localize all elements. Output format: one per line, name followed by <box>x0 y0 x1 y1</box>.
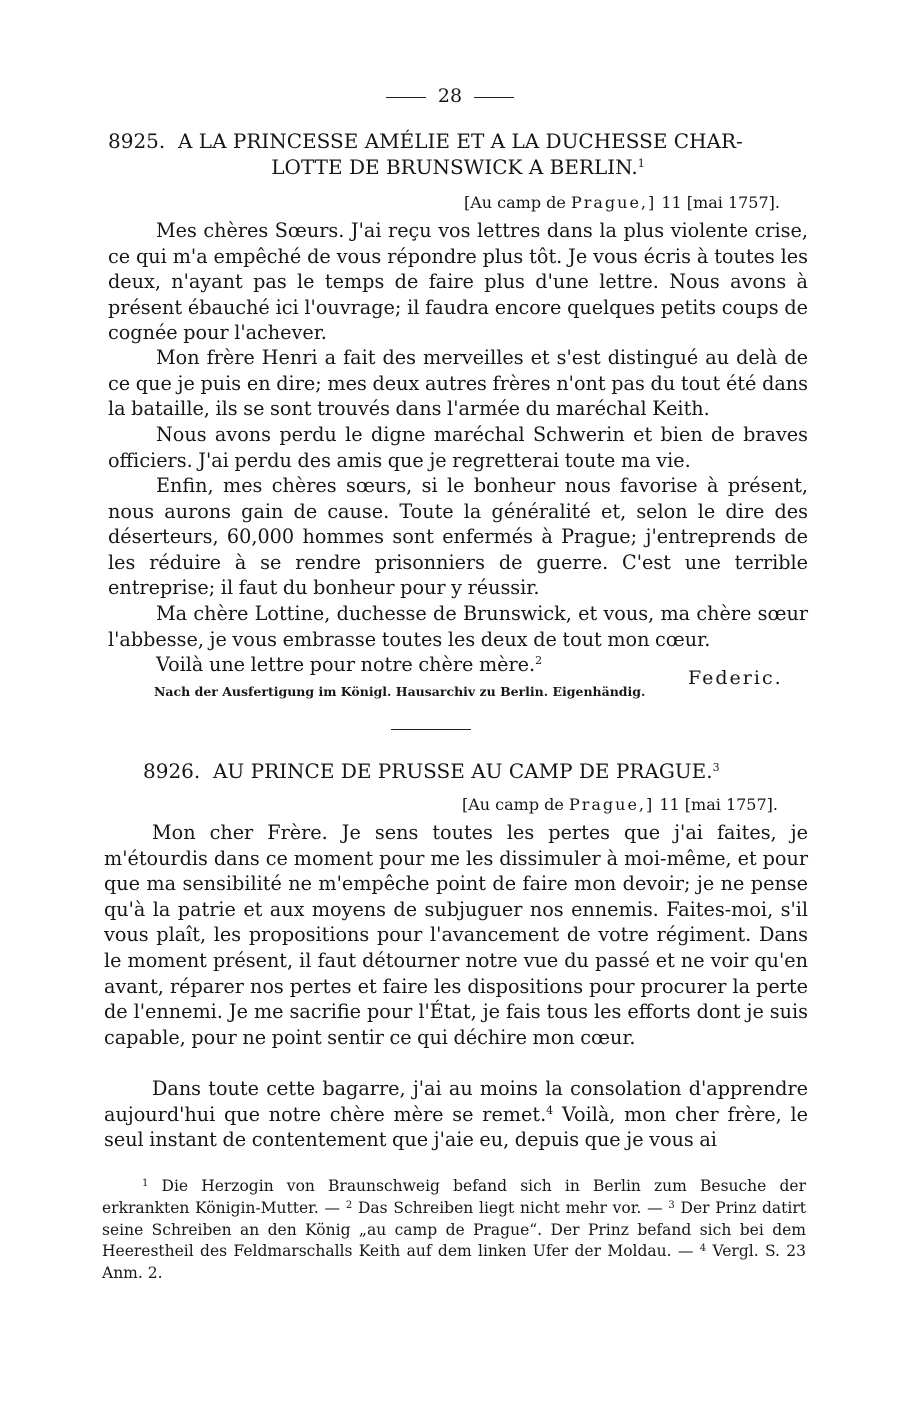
letter2-date-rest: 11 [mai 1757]. <box>659 795 778 814</box>
letter2-heading-note: 3 <box>712 761 720 774</box>
footnote-2-number: 2 <box>345 1199 353 1211</box>
letter2-paragraph-1: Mon cher Frère. Je sens toutes les pertes que j'ai faites, je m'étourdis dans ce moment pour me les dissimuler à moi-même, et pour que ma sensibilité ne m'empêche point de faire mon devoir; je ne pense qu'à la patrie et aux moyens de subjuguer nos ennemis. Faites-moi, s'il vous plaît, les propositions pour l'avancement de votre régiment. Dans le moment présent, il faut détourner notre vue du passé et ne voir qu'en avant, réparer nos pertes et faire les dispositions pour procurer la perte de l'ennemi. Je me sacrifie pour l'État, je fais tous les efforts dont je suis capable, pour ne point sentir ce qui déchire mon cœur. <box>104 821 808 1049</box>
folio-dash-right <box>474 97 514 98</box>
letter1-source-note: Nach der Ausfertigung im Königl. Hausarchiv zu Berlin. Eigenhändig. <box>154 684 646 699</box>
letter1-heading-text1: A LA PRINCESSE AMÉLIE ET A LA DUCHESSE CHAR- <box>177 129 743 153</box>
page-number <box>0 84 900 108</box>
page-number-text: 28 <box>437 85 463 107</box>
letter2-paragraph-2 <box>104 1076 808 1153</box>
footnote-4-text: Vergl. S. 23 Anm. 2. <box>102 1242 807 1283</box>
footnote-3-text: Der Prinz datirt seine Schreiben an den König „au camp de Prague“. Der Prinz befand sich bei dem Heerestheil des Feldmarschalls Keith auf dem linken Ufer der Moldau. — <box>102 1198 806 1261</box>
letter1-dateline <box>420 192 780 214</box>
footnotes <box>102 1176 806 1285</box>
letter1-date-place: [Au camp de <box>463 193 566 212</box>
letter1-signature: Federic. <box>688 667 783 689</box>
letter1-closing-text: Voilà une lettre pour notre chère mère. <box>156 653 536 676</box>
footnote-3-number: 3 <box>668 1199 675 1211</box>
letter1-closing-note: 2 <box>535 654 543 667</box>
letter1-heading-note: 1 <box>637 157 645 170</box>
letter1-date-city: Prague,] <box>570 193 657 212</box>
letter2-heading-text: AU PRINCE DE PRUSSE AU CAMP DE PRAGUE. <box>212 759 713 783</box>
letter2-date-place: [Au camp de <box>461 795 564 814</box>
letter1-paragraph-5: Ma chère Lottine, duchesse de Brunswick, et vous, ma chère sœur l'abbesse, je vous embrasse toutes les deux de tout mon cœur. <box>108 602 808 651</box>
letter1-heading-line1 <box>108 128 808 154</box>
letter2-heading-line <box>143 758 843 784</box>
letter2-paragraph-2-start: Dans toute cette bagarre, j'ai au moins la consolation d'apprendre aujourd'hui que notre chère mère se remet. <box>104 1077 808 1126</box>
letter1-number: 8925. <box>108 129 166 153</box>
letter1-heading-text2: LOTTE DE BRUNSWICK A BERLIN. <box>271 155 638 179</box>
section-divider <box>391 729 471 730</box>
footnote-2-text: Das Schreiben liegt nicht mehr vor. — <box>357 1198 663 1217</box>
letter2-paragraph-2-note: 4 <box>546 1103 554 1117</box>
footnote-1-number: 1 <box>142 1178 149 1189</box>
letter1-date-rest: 11 [mai 1757]. <box>661 193 780 212</box>
letter1-closing <box>108 652 628 678</box>
letter2-date-city: Prague,] <box>568 795 655 814</box>
folio-dash-left <box>386 97 426 98</box>
footnote-1-text: Die Herzogin von Braunschweig befand sich in Berlin zum Besuche der erkrankten Königin-Mutter. — <box>102 1177 806 1217</box>
letter1-paragraph-1: Mes chères Sœurs. J'ai reçu vos lettres dans la plus violente crise, ce qui m'a empêché de vous répondre plus tôt. Je vous écris à toutes les deux, n'ayant pas le temps de faire plus d'une lettre. Nous avons à présent ébauché ici l'ouvrage; il faudra encore quelques petits coups de cognée pour l'achever. <box>108 219 808 345</box>
letter1-paragraph-3: Nous avons perdu le digne maréchal Schwerin et bien de braves officiers. J'ai perdu des amis que je regretterai toute ma vie. <box>108 423 808 472</box>
letter1-heading <box>108 128 808 180</box>
letter2-paragraph-2-end: Voilà, mon cher frère, le seul instant de contentement que j'aie eu, depuis que je vous ai <box>104 1102 808 1152</box>
letter1-heading-line2 <box>108 154 808 180</box>
letter1-paragraph-4: Enfin, mes chères sœurs, si le bonheur nous favorise à présent, nous aurons gain de cause. Toute la généralité et, selon le dire des déserteurs, 60,000 hommes sont enfermés à Prague; j'entreprends de les réduire à se rendre prisonniers de guerre. C'est une terrible entreprise; il faut du bonheur pour y réussir. <box>108 474 808 600</box>
letter2-number: 8926. <box>143 759 201 783</box>
letter1-paragraph-2: Mon frère Henri a fait des merveilles et s'est distingué au delà de ce que je puis en dire; mes deux autres frères n'ont pas du tout été dans la bataille, ils se sont trouvés dans l'armée du maréchal Keith. <box>108 346 808 421</box>
footnote-4-number: 4 <box>699 1243 707 1255</box>
letter2-heading <box>143 758 843 784</box>
letter2-dateline <box>418 794 778 816</box>
